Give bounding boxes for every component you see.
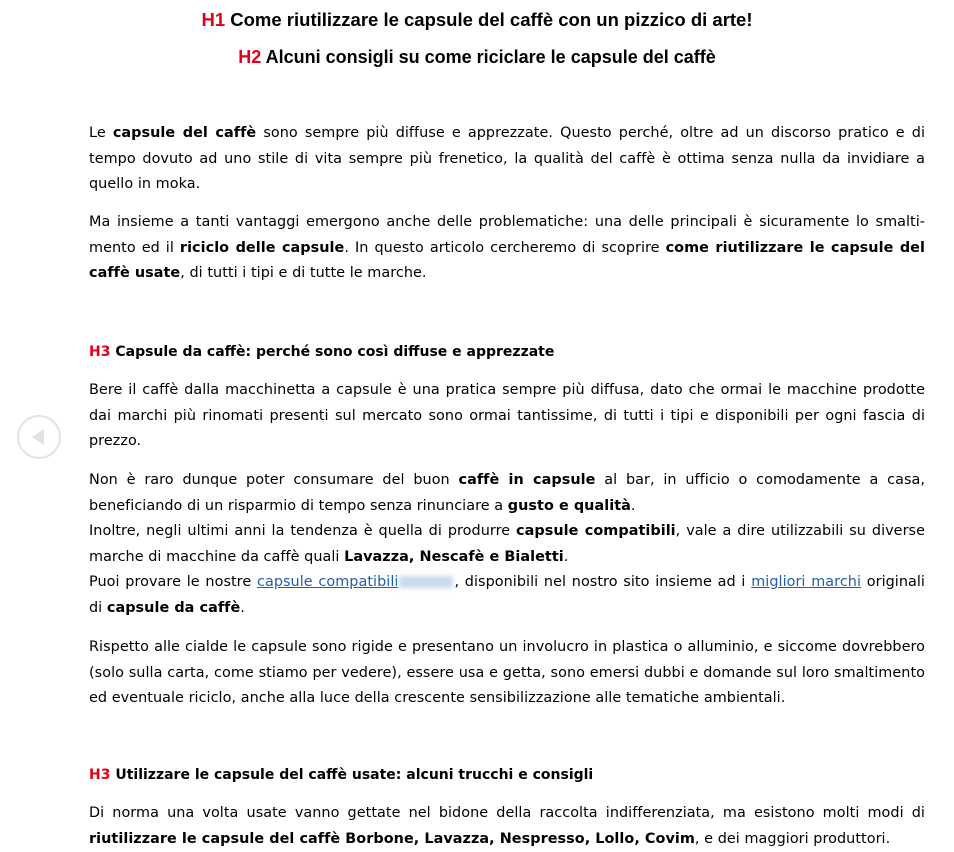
link-capsule-compatibili[interactable]: capsule compatibili bbox=[256, 574, 399, 590]
section2-heading bbox=[89, 767, 593, 783]
section1-paragraph-2: Non è raro dunque poter consumare del buon caffè in capsule al bar, in ufficio o comodamente a casa, beneficiando di un risparmio di tempo senza rinunciare a gusto e qualità. Inoltre, negli ultimi anni la tendenza è quella di produrre capsule compatibili, vale a dire utilizzabili su diverse marche di macchine da caffè quali Lavazza, Nescafè e Bialetti. Puoi provare le nostre capsule compatibili , disponibili nel nostro sito insieme ad i migliori marchi originali di capsule da caffè. bbox=[89, 472, 926, 616]
section2-paragraph-1: Di norma una volta usate vanno gettate nel bidone della raccolta indifferenziata, ma esistono molti modi di riutilizzare le capsule del caffè Borbone, Lavazza, Nespresso, Lollo, Covim, e dei maggiori produttori. bbox=[89, 805, 925, 847]
h2-text: Alcuni consigli su come riciclare le capsule del caffè bbox=[265, 47, 716, 67]
h3-tag: H3 bbox=[89, 767, 111, 783]
heading-h1 bbox=[0, 9, 954, 31]
link-migliori-marchi[interactable]: migliori marchi bbox=[751, 574, 861, 590]
h1-tag: H1 bbox=[201, 9, 226, 30]
blurred-brand bbox=[399, 576, 453, 588]
chevron-left-icon bbox=[32, 429, 44, 445]
h1-text: Come riutilizzare le capsule del caffè con un pizzico di arte! bbox=[230, 9, 753, 30]
intro-paragraph-1: Le capsule del caffè sono sempre più diffuse e apprezzate. Questo perché, oltre ad un discorso pratico e di tempo dovuto ad uno stile di vita sempre più frenetico, la qualità del caffè è ottima senza nulla da invidiare a quello in moka. bbox=[89, 125, 926, 192]
back-button[interactable] bbox=[17, 415, 61, 459]
section1-paragraph-1: Bere il caffè dalla macchinetta a capsule è una pratica sempre più diffusa, dato che ormai le macchine prodotte dai marchi più rinomati presenti sul mercato sono ormai tantissime, di tutti i tipi e disponibili per ogni fascia di prezzo. bbox=[89, 382, 925, 449]
section1-heading bbox=[89, 344, 554, 360]
intro-paragraph-2: Ma insieme a tanti vantaggi emergono anche delle problematiche: una delle principali è sicuramente lo smaltimento ed il riciclo delle capsule. In questo articolo cercheremo di scoprire come riutilizzare le capsule del caffè usate, di tutti i tipi e di tutte le marche. bbox=[89, 214, 925, 281]
h3-text: Capsule da caffè: perché sono così diffuse e apprezzate bbox=[115, 344, 555, 360]
heading-h2 bbox=[0, 47, 954, 68]
h3-tag: H3 bbox=[89, 344, 111, 360]
h2-tag: H2 bbox=[238, 47, 262, 67]
h3-text: Utilizzare le capsule del caffè usate: alcuni trucchi e consigli bbox=[115, 767, 594, 783]
section1-paragraph-3: Rispetto alle cialde le capsule sono rigide e presentano un involucro in plastica o alluminio, e siccome dovrebbero (solo sulla carta, come stiamo per vedere), essere usa e getta, sono emersi dubbi e domande sul loro smaltimento ed eventuale riciclo, anche alla luce della crescente sensibilizzazione alle tematiche ambientali. bbox=[89, 639, 925, 706]
